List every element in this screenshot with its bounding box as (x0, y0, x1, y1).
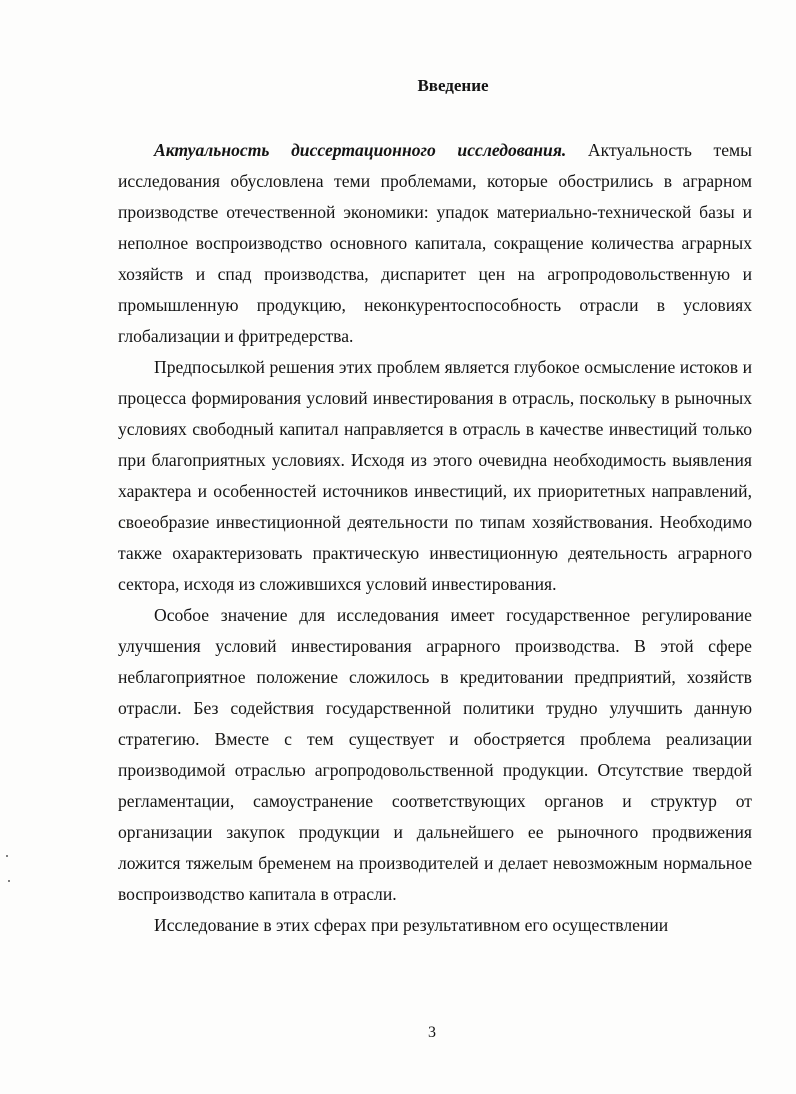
page-title: Введение (417, 76, 489, 95)
page-number: 3 (428, 1024, 436, 1041)
paragraph-prerequisite: Предпосылкой решения этих проблем является глубокое осмысление истоков и процесса формирования условий инвестирования в отрасль, поскольку в рыночных условиях свободный капитал направляется в отрасль в качестве инвестиций только при благоприятных условиях. Исходя из этого очевидна необходимость выявления характера и особенностей источников инвестиций, их приоритетных направлений, своеобразие инвестиционной деятельности по типам хозяйствования. Необходимо также охарактеризовать практическую инвестиционную деятельность аграрного сектора, исходя из сложившихся условий инвестирования. (118, 357, 752, 594)
scan-speck (6, 855, 8, 857)
paragraph-text: Актуальность темы исследования обусловлена теми проблемами, которые обострились в аграрном производстве отечественной экономики: упадок материально-технической базы и неполное воспроизводство основного капитала, сокращение количества аграрных хозяйств и спад производства, диспаритет цен на агропродовольственную и промышленную продукцию, неконкурентоспособность отрасли в условиях глобализации и фритредерства. (118, 140, 752, 346)
paragraph-research: Исследование в этих сферах при результативном его осуществлении (154, 915, 669, 935)
paragraph-relevance (118, 135, 752, 352)
body-text (118, 135, 752, 941)
scan-speck (8, 880, 10, 882)
paragraph-lead: Актуальность диссертационного исследования. (154, 140, 567, 160)
paragraph-regulation: Особое значение для исследования имеет государственное регулирование улучшения условий инвестирования аграрного производства. В этой сфере неблагоприятное положение сложилось в кредитовании предприятий, хозяйств отрасли. Без содействия государственной политики трудно улучшить данную стратегию. Вместе с тем существует и обостряется проблема реализации производимой отраслью агропродовольственной продукции. Отсутствие твердой регламентации, самоустранение соответствующих органов и структур от организации закупок продукции и дальнейшего ее рыночного продвижения ложится тяжелым бременем на производителей и делает невозможным нормальное воспроизводство капитала в отрасли. (118, 605, 752, 904)
